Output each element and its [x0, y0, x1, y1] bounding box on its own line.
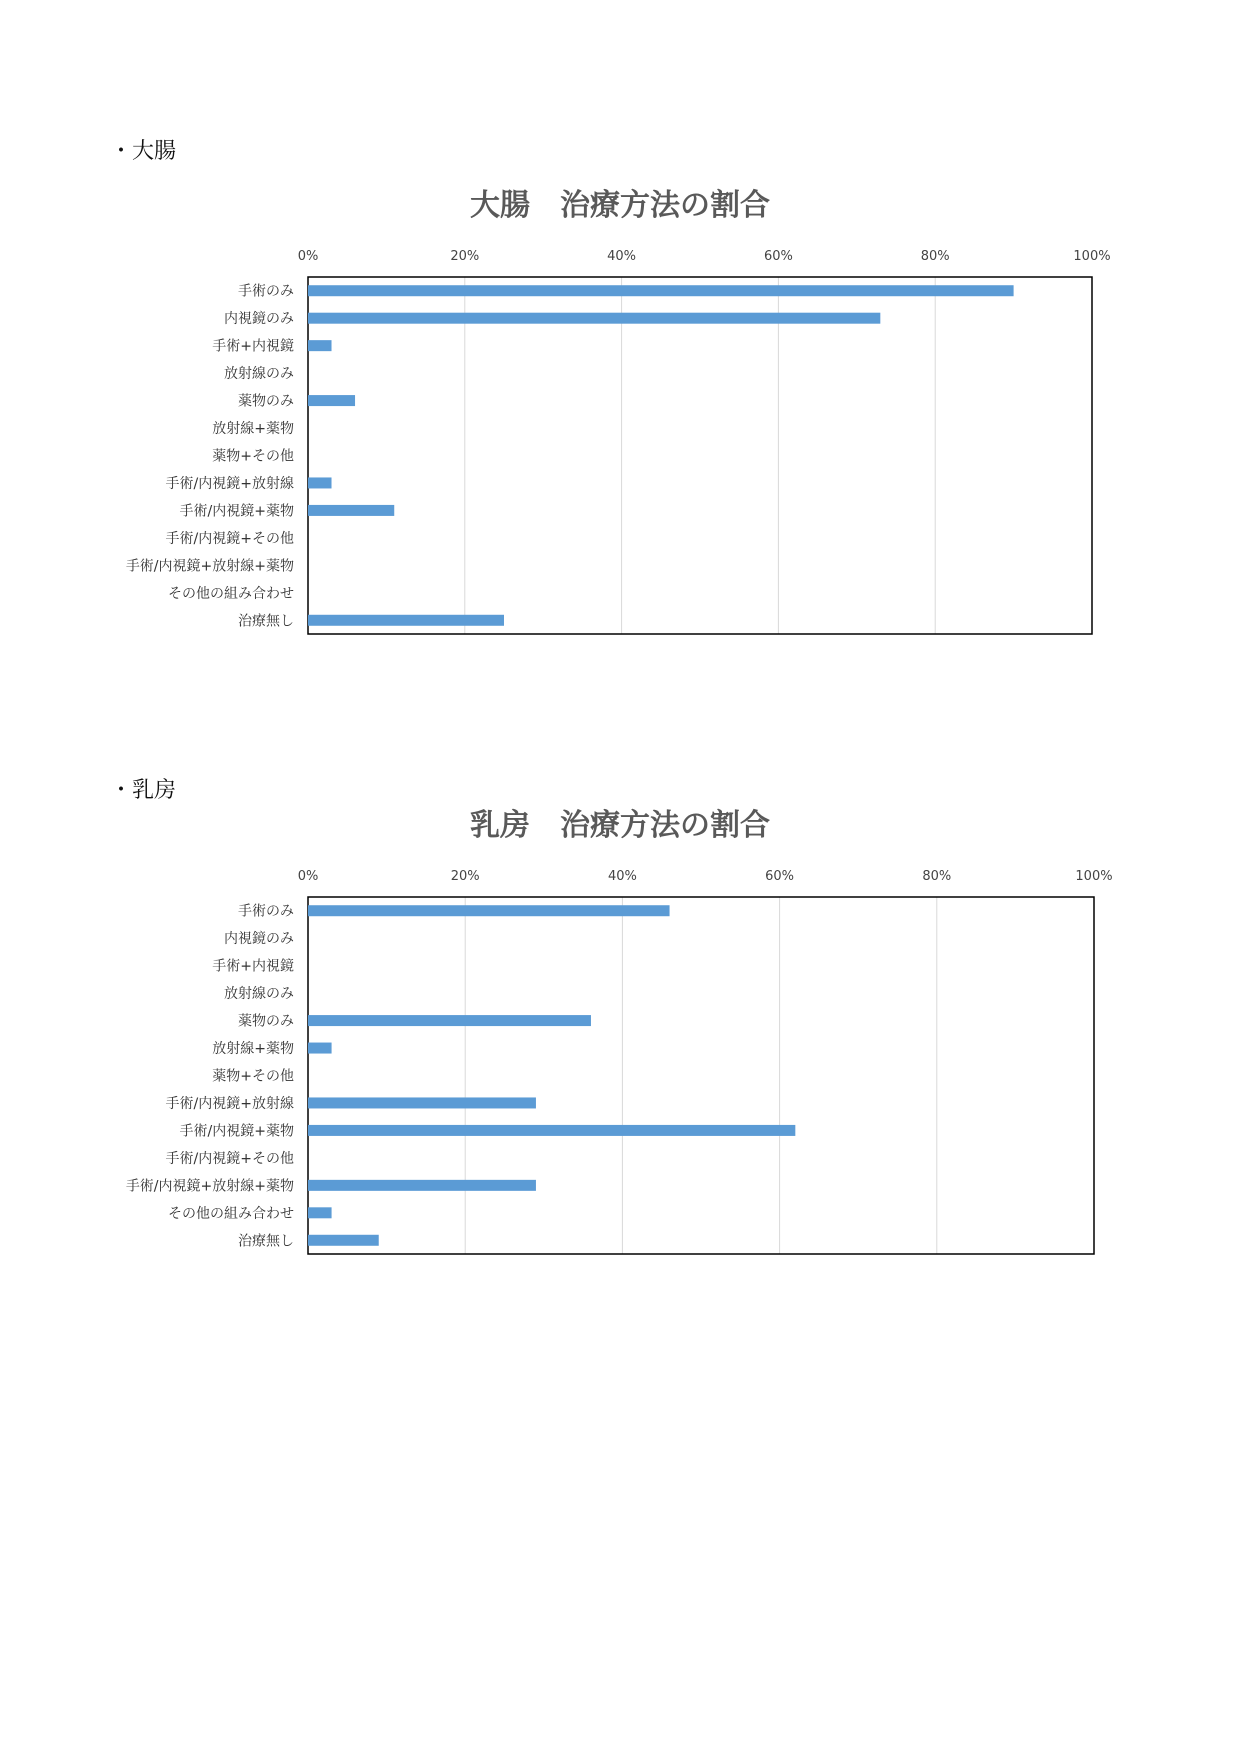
- category-label: 薬物+その他: [212, 448, 294, 465]
- category-label: その他の組み合わせ: [168, 585, 294, 602]
- category-label: 手術/内視鏡+放射線: [165, 1095, 294, 1112]
- x-tick-label: 0%: [297, 869, 319, 884]
- category-label: 手術/内視鏡+放射線+薬物: [125, 1178, 294, 1195]
- category-label: 手術のみ: [238, 283, 294, 300]
- bar: [308, 395, 355, 406]
- category-label: 放射線+薬物: [212, 421, 294, 438]
- bar: [308, 615, 504, 626]
- breast-treatment-chart: [0, 800, 1240, 1340]
- x-tick-label: 100%: [1073, 249, 1111, 264]
- category-label: 手術/内視鏡+放射線: [165, 475, 294, 492]
- category-label: 手術+内視鏡: [212, 338, 294, 355]
- bar: [308, 477, 332, 488]
- category-label: 手術/内視鏡+その他: [165, 530, 294, 547]
- bar: [308, 1097, 536, 1108]
- x-tick-label: 20%: [450, 249, 480, 264]
- category-label: 薬物のみ: [238, 393, 294, 410]
- bar: [308, 1235, 379, 1246]
- category-label: 手術/内視鏡+その他: [165, 1150, 294, 1167]
- category-label: 放射線のみ: [224, 986, 294, 1003]
- x-tick-label: 40%: [607, 869, 637, 884]
- category-label: その他の組み合わせ: [168, 1205, 294, 1222]
- category-label: 内視鏡のみ: [224, 931, 294, 948]
- chart-title: 乳房 治療方法の割合: [470, 808, 770, 843]
- x-tick-label: 60%: [763, 249, 793, 264]
- bar: [308, 1043, 332, 1054]
- category-label: 治療無し: [238, 1233, 294, 1250]
- category-label: 手術+内視鏡: [212, 958, 294, 975]
- category-label: 治療無し: [238, 613, 294, 630]
- category-label: 薬物+その他: [212, 1068, 294, 1085]
- x-tick-label: 80%: [922, 869, 952, 884]
- bar: [308, 1015, 591, 1026]
- plot-area-border: [308, 897, 1094, 1254]
- x-tick-label: 100%: [1075, 869, 1113, 884]
- category-label: 手術/内視鏡+薬物: [179, 1123, 294, 1140]
- chart-title: 大腸 治療方法の割合: [470, 188, 770, 223]
- plot-area-border: [308, 277, 1092, 634]
- x-tick-label: 20%: [450, 869, 480, 884]
- category-label: 手術のみ: [238, 903, 294, 920]
- category-label: 放射線+薬物: [212, 1041, 294, 1058]
- bar: [308, 1125, 795, 1136]
- section-heading-breast: ・乳房: [110, 778, 177, 803]
- bar: [308, 340, 332, 351]
- category-label: 放射線のみ: [224, 366, 294, 383]
- category-label: 手術/内視鏡+放射線+薬物: [125, 558, 294, 575]
- category-label: 内視鏡のみ: [224, 311, 294, 328]
- x-tick-label: 40%: [607, 249, 637, 264]
- bar: [308, 313, 880, 324]
- bar: [308, 905, 670, 916]
- colon-treatment-chart: [0, 180, 1240, 720]
- x-tick-label: 0%: [297, 249, 319, 264]
- bar: [308, 1180, 536, 1191]
- category-label: 手術/内視鏡+薬物: [179, 503, 294, 520]
- bar: [308, 285, 1014, 296]
- section-heading-colon: ・大腸: [110, 139, 177, 164]
- bar: [308, 1207, 332, 1218]
- x-tick-label: 60%: [765, 869, 795, 884]
- bar: [308, 505, 394, 516]
- x-tick-label: 80%: [920, 249, 950, 264]
- category-label: 薬物のみ: [238, 1013, 294, 1030]
